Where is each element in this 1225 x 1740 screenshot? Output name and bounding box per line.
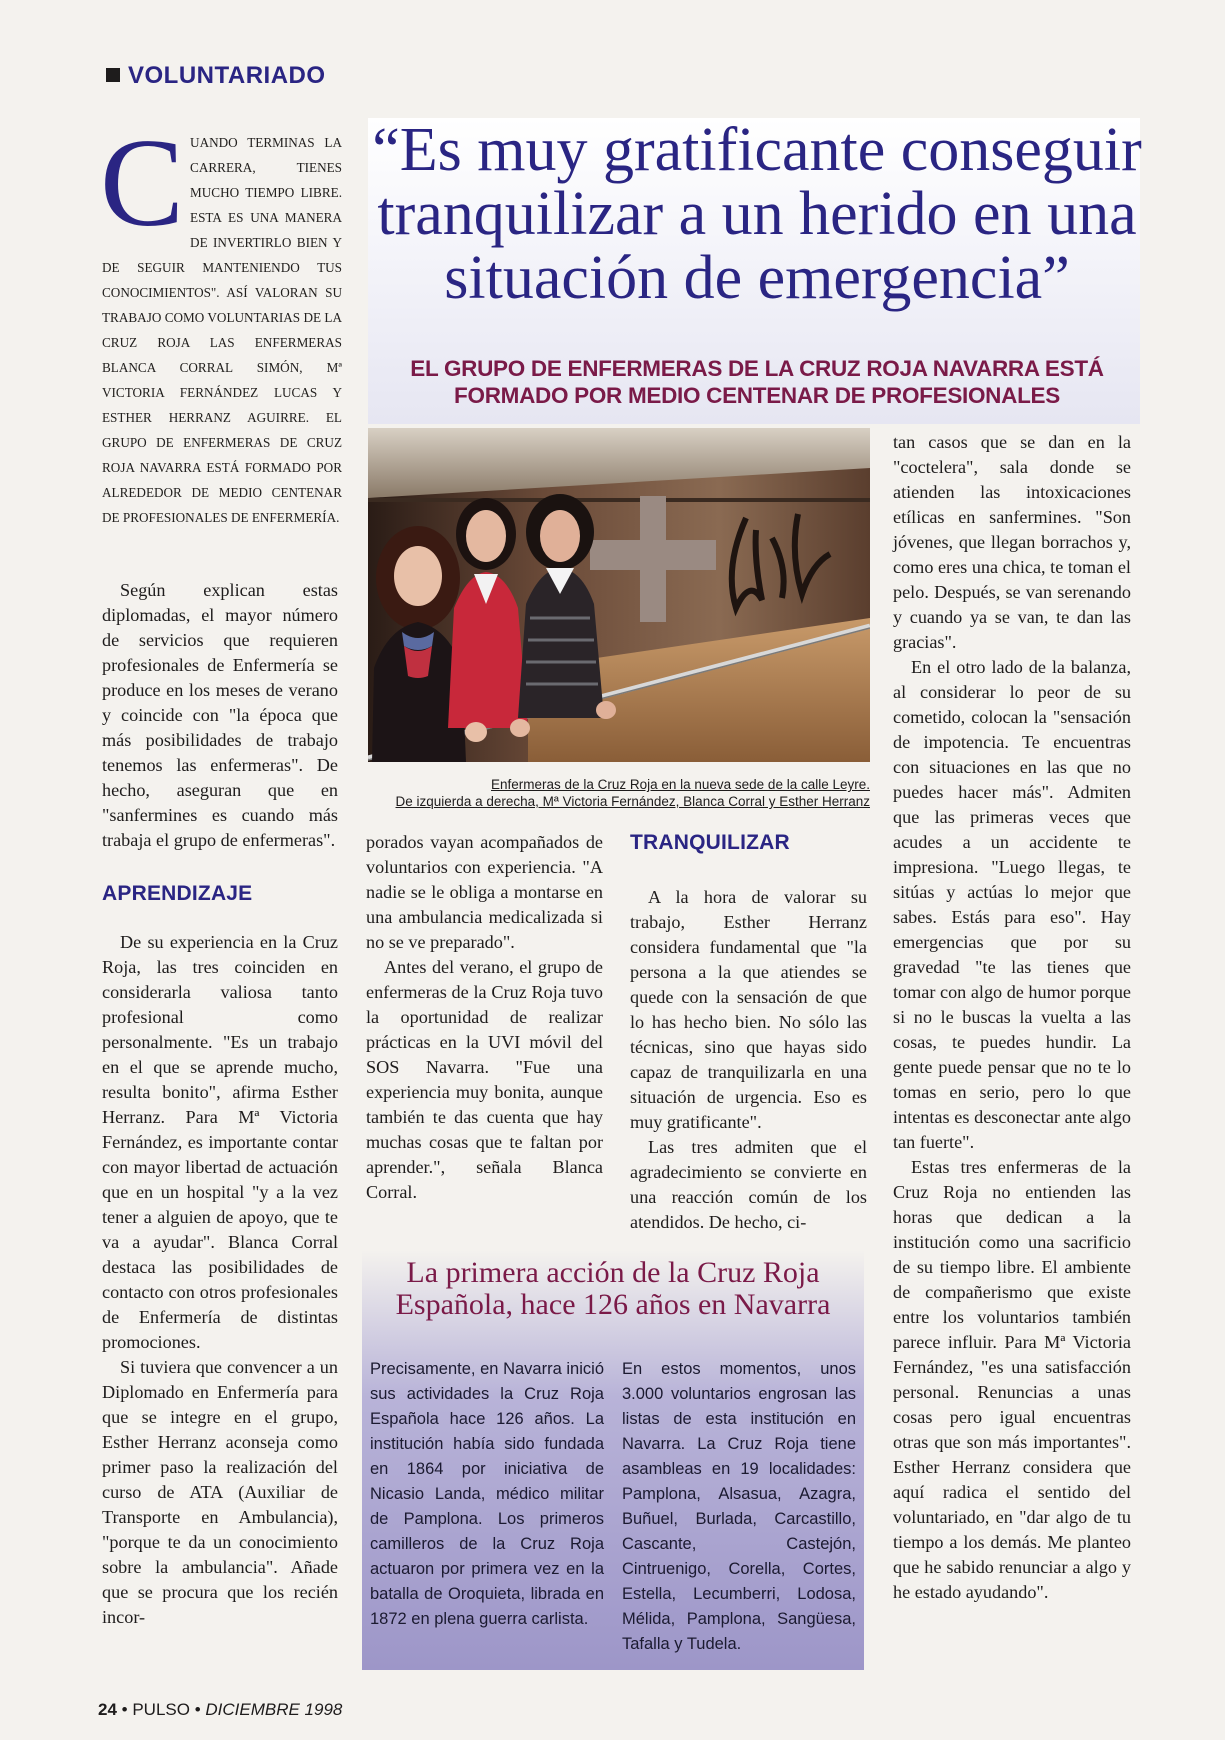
sidebar-title: La primera acción de la Cruz Roja Española, hace 126 años en Navarra — [395, 1256, 831, 1321]
caption-line-2: De izquierda a derecha, Mª Victoria Fernández, Blanca Corral y Esther Herranz — [395, 794, 870, 809]
column-3 — [630, 830, 867, 1235]
page-footer: 24 • PULSO • DICIEMBRE 1998 — [98, 1700, 343, 1719]
drop-cap: C — [100, 114, 185, 253]
publication-name: PULSO — [132, 1700, 190, 1719]
photo-illustration — [368, 428, 870, 762]
subhead-aprendizaje: APRENDIZAJE — [102, 882, 253, 905]
sidebar-right-text: En estos momentos, unos 3.000 voluntarios engrosan las listas de esta institución en Navarra. La Cruz Roja tiene asambleas en 19 localidades: Pamplona, Alsasua, Azagra, Buñuel, Burlada, Carcastillo, Cascante, Castejón, Cintruenigo, Corella, Cortes, Estella, Lecumberri, Lodosa, Mélida, Pamplona, Sangüesa, Tafalla y Tudela. — [622, 1360, 856, 1653]
section-square-icon — [106, 68, 120, 82]
column-4 — [893, 430, 1131, 1605]
issue-date: DICIEMBRE 1998 — [205, 1700, 343, 1719]
col1-paragraph-2: De su experiencia en la Cruz Roja, las tres coinciden en considerarla valiosa tanto profesional como personalmente. "Es un trabajo en el que se aprende mucho, resulta bonito", afirma Esther Herranz. Para Mª Victoria Fernández, es importante contar con mayor libertad de actuación que en un hospital "y a la vez tener a alguien de apoyo, que te va a ayudar". Blanca Corral destaca las posibilidades de contacto con otros profesionales de Enfermería de distintas promociones. — [102, 932, 338, 1352]
section-label: VOLUNTARIADO — [106, 62, 326, 90]
column-2 — [366, 830, 603, 1205]
intro-text: UANDO TERMINAS LA CARRERA, TIENES MUCHO TIEMPO LIBRE. ESTA ES UNA MANERA DE INVERTIRLO BIEN Y DE SEGUIR MANTENIENDO TUS CONOCIMIENTOS". ASÍ VALORAN SU TRABAJO COMO VOLUNTARIAS DE LA CRUZ ROJA LAS ENFERMERAS BLANCA CORRAL SIMÓN, Mª VICTORIA FERNÁNDEZ LUCAS Y ESTHER HERRANZ AGUIRRE. EL GRUPO DE ENFERMERAS DE CRUZ ROJA NAVARRA ESTÁ FORMADO POR ALREDEDOR DE MEDIO CENTENAR DE PROFESIONALES DE ENFERMERÍA. — [102, 135, 342, 525]
column-1 — [102, 578, 338, 1630]
col1-paragraph-1: Según explican estas diplomadas, el mayor número de servicios que requieren profesionales de Enfermería se produce en los meses de verano y coincide con "la época que más posibilidades de trabajo tenemos las enfermeras". De hecho, aseguran que en "sanfermines es cuando más trabaja el grupo de enfermeras". — [102, 580, 338, 850]
page-number: 24 — [98, 1700, 117, 1719]
col4-paragraph-3: Estas tres enfermeras de la Cruz Roja no entienden las horas que dedican a la institución como una sacrificio de su tiempo libre. El ambiente de compañerismo que existe entre los voluntarios también parece influir. Para Mª Victoria Fernández, "es una satisfacción personal. Renuncias a unas cosas pero igual encuentras otras que son más importantes". Esther Herranz considera que aquí radica el sentido del voluntariado, en "dar algo de tu tiempo a los demás. Me planteo que he sabido renunciar a algo y he estado ayudando". — [893, 1157, 1131, 1602]
photo-nurses — [368, 428, 870, 762]
col1-paragraph-3: Si tuviera que convencer a un Diplomado en Enfermería para que se integre en el grupo, Esther Herranz aconseja como primer paso la realización del curso de ATA (Auxiliar de Transporte en Ambulancia), "porque te da un conocimiento sobre la ambulancia". Añade que se procura que los recién incor- — [102, 1357, 338, 1627]
col4-paragraph-2: En el otro lado de la balanza, al considerar lo peor de su cometido, colocan la "sensación de impotencia. Te encuentras con situaciones en las que no puedes hacer más". Admiten que las primeras veces que acudes a un accidente te impresiona. "Luego llegas, te sitúas y actúas lo mejor que sabes. Estás para eso". Hay emergencias que por su gravedad "te las tienes que tomar con algo de humor porque si no le buscas la vuelta a las cosas, te puedes hundir. La gente puede pensar que no te lo tomas en serio, pero lo que intentas es desconectar ante algo tan fuerte". — [893, 657, 1131, 1152]
col3-paragraph-2: Las tres admiten que el agradecimiento se convierte en una reacción común de los atendidos. De hecho, ci- — [630, 1137, 867, 1232]
col2-paragraph-2: Antes del verano, el grupo de enfermeras de la Cruz Roja tuvo la oportunidad de realizar prácticas en la UVI móvil del SOS Navarra. "Fue una experiencia muy bonita, aunque también te das cuenta que hay muchas cosas que te faltan por aprender.", señala Blanca Corral. — [366, 957, 603, 1202]
headline: “Es muy gratificante conseguir tranquilizar a un herido en una situación de emergencia” — [372, 116, 1142, 312]
col3-paragraph-1: A la hora de valorar su trabajo, Esther Herranz considera fundamental que "la persona a la que atiendes se quede con la sensación de que lo has hecho bien. No sólo las técnicas, sino que hayas sido capaz de tranquilizarla en una situación de urgencia. Eso es muy gratificante". — [630, 887, 867, 1132]
caption-line-1: Enfermeras de la Cruz Roja en la nueva sede de la calle Leyre. — [491, 777, 870, 792]
col2-paragraph-1: porados vayan acompañados de voluntarios con experiencia. "A nadie se le obliga a montarse en una ambulancia medicalizada si no se ve preparado". — [366, 832, 603, 952]
sidebar-left-text: Precisamente, en Navarra inició sus actividades la Cruz Roja Española hace 126 años. La institución había sido fundada en 1864 por iniciativa de Nicasio Landa, médico militar de Pamplona. Los primeros camilleros de la Cruz Roja actuaron por primera vez en la batalla de Oroquieta, librada en 1872 en plena guerra carlista. — [370, 1360, 604, 1628]
photo-caption — [368, 776, 870, 810]
col4-paragraph-1: tan casos que se dan en la "coctelera", sala donde se atienden las intoxicaciones etílicas en sanfermines. "Son jóvenes, que llegan borrachos y, como eres una chica, te toman el pelo. Después, se van serenando y cuando ya se van, te dan las gracias". — [893, 432, 1131, 652]
subheadline: EL GRUPO DE ENFERMERAS DE LA CRUZ ROJA NAVARRA ESTÁ FORMADO POR MEDIO CENTENAR DE PROFESIONALES — [410, 356, 1104, 408]
intro-paragraph — [100, 114, 342, 530]
subhead-tranquilizar: TRANQUILIZAR — [630, 831, 790, 854]
